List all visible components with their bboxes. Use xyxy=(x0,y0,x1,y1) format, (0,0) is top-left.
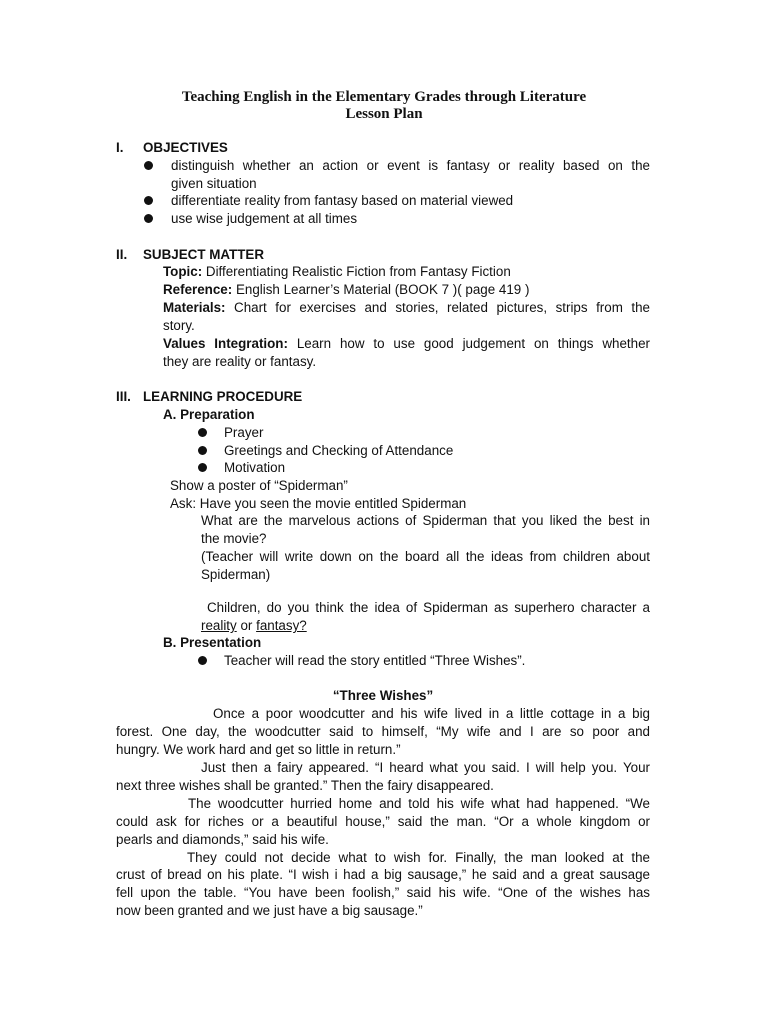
ask-line: Ask: Have you seen the movie entitled Spiderman xyxy=(170,496,467,511)
section-number: I. xyxy=(116,140,124,155)
section-procedure-heading xyxy=(116,388,302,406)
section-subject-matter-heading xyxy=(116,246,264,264)
materials-line-2: story. xyxy=(163,318,195,333)
story-p1-line-3: hungry. We work hard and get so little in return.” xyxy=(116,742,401,757)
reference-label: Reference: xyxy=(163,282,233,297)
story-p3-line-2: could ask for riches or a beautiful house,” said the man. “Or a whole kingdom or xyxy=(116,814,650,829)
prep-item-greetings: Greetings and Checking of Attendance xyxy=(224,443,454,458)
preparation-heading: A. Preparation xyxy=(163,407,255,422)
bullet-icon xyxy=(144,196,153,205)
values-value: Learn how to use good judgement on things whether xyxy=(287,336,650,351)
section-title: OBJECTIVES xyxy=(143,140,228,155)
story-p1-line-2: forest. One day, the woodcutter said to himself, “My wife and I are so poor and xyxy=(116,724,650,739)
or-word: or xyxy=(236,618,257,633)
bullet-icon xyxy=(198,446,207,455)
topic-label: Topic: xyxy=(163,264,203,279)
values-line-1 xyxy=(163,335,650,353)
document-subtitle: Lesson Plan xyxy=(345,106,423,122)
topic-line xyxy=(163,263,511,281)
bullet-icon xyxy=(144,161,153,170)
question-2-line-1: (Teacher will write down on the board all the ideas from children about xyxy=(201,549,650,564)
bullet-icon xyxy=(198,656,207,665)
story-p3-line-3: pearls and diamonds,” said his wife. xyxy=(116,832,329,847)
story-p3-line-1: The woodcutter hurried home and told his wife what had happened. “We xyxy=(188,796,650,811)
values-label: Values Integration: xyxy=(163,336,288,351)
bullet-icon xyxy=(198,463,207,472)
fantasy-word: fantasy? xyxy=(256,618,307,633)
story-p2-line-1: Just then a fairy appeared. “I heard what you said. I will help you. Your xyxy=(201,760,650,775)
story-p4-line-2: crust of bread on his plate. “I wish i had a big sausage,” he said and a great sausage xyxy=(116,867,650,882)
section-title: SUBJECT MATTER xyxy=(143,247,265,262)
story-p4-line-1: They could not decide what to wish for. Finally, the man looked at the xyxy=(187,850,650,865)
question-3-line-2 xyxy=(201,617,307,635)
prep-item-prayer: Prayer xyxy=(224,425,264,440)
story-p4-line-3: fell upon the table. “You have been foolish,” said his wife. “One of the wishes has xyxy=(116,885,650,900)
section-objectives-heading xyxy=(116,139,228,157)
objective-2: differentiate reality from fantasy based on material viewed xyxy=(171,193,514,208)
question-3-line-1: Children, do you think the idea of Spiderman as superhero character a xyxy=(207,600,650,615)
story-p1-line-1: Once a poor woodcutter and his wife lived in a little cottage in a big xyxy=(213,706,650,721)
objective-1-line-1: distinguish whether an action or event is fantasy or reality based on the xyxy=(171,158,650,173)
presentation-heading: B. Presentation xyxy=(163,635,262,650)
values-line-2: they are reality or fantasy. xyxy=(163,354,317,369)
reality-word: reality xyxy=(201,618,237,633)
section-number: III. xyxy=(116,389,131,404)
objective-3: use wise judgement at all times xyxy=(171,211,358,226)
reference-line xyxy=(163,281,529,299)
bullet-icon xyxy=(144,214,153,223)
materials-value: Chart for exercises and stories, related pictures, strips from the xyxy=(225,300,650,315)
question-1-line-2: the movie? xyxy=(201,531,267,546)
story-p2-line-2: next three wishes shall be granted.” Then the fairy disappeared. xyxy=(116,778,494,793)
poster-line: Show a poster of “Spiderman” xyxy=(170,478,348,493)
presentation-item: Teacher will read the story entitled “Three Wishes”. xyxy=(224,653,526,668)
materials-label: Materials: xyxy=(163,300,226,315)
document-title: Teaching English in the Elementary Grades through Literature xyxy=(181,89,587,105)
prep-item-motivation: Motivation xyxy=(224,460,286,475)
reference-value: English Learner’s Material (BOOK 7 )( page 419 ) xyxy=(232,282,530,297)
materials-line-1 xyxy=(163,299,650,317)
section-title: LEARNING PROCEDURE xyxy=(143,389,303,404)
story-title: “Three Wishes” xyxy=(332,688,434,703)
bullet-icon xyxy=(198,428,207,437)
section-number: II. xyxy=(116,247,128,262)
topic-value: Differentiating Realistic Fiction from Fantasy Fiction xyxy=(202,264,511,279)
objective-1-line-2: given situation xyxy=(171,176,257,191)
question-1-line-1: What are the marvelous actions of Spiderman that you liked the best in xyxy=(201,513,650,528)
story-p4-line-4: now been granted and we just have a big sausage.” xyxy=(116,903,423,918)
question-2-line-2: Spiderman) xyxy=(201,567,271,582)
